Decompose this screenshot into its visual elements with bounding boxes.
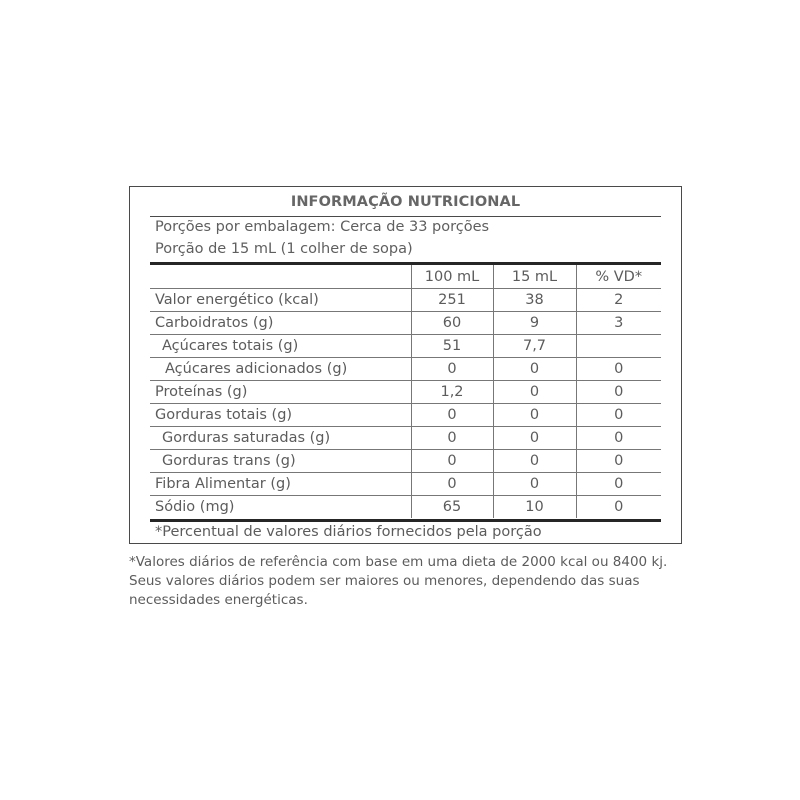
table-row: [150, 289, 661, 312]
header-100ml: 100 mL: [411, 265, 493, 289]
reference-note-line-2: Seus valores diários podem ser maiores ou menores, dependendo das suas: [129, 573, 640, 589]
header-vd: % VD*: [576, 265, 661, 289]
table-row: [150, 427, 661, 450]
row-value-15ml: 38: [493, 289, 576, 312]
row-value-100ml: 0: [411, 358, 493, 381]
row-value-100ml: 60: [411, 312, 493, 335]
row-value-15ml: 9: [493, 312, 576, 335]
reference-note-line-3: necessidades energéticas.: [129, 592, 308, 608]
table-row: [150, 404, 661, 427]
row-value-vd: 0: [576, 450, 661, 473]
row-value-100ml: 0: [411, 404, 493, 427]
serving-size: Porção de 15 mL (1 colher de sopa): [155, 241, 413, 257]
row-value-100ml: 0: [411, 450, 493, 473]
table-header-row: [150, 265, 661, 289]
row-label: Gorduras saturadas (g): [150, 427, 411, 450]
row-label: Gorduras trans (g): [150, 450, 411, 473]
row-value-vd: 0: [576, 496, 661, 519]
row-value-15ml: 0: [493, 427, 576, 450]
row-value-vd: [576, 335, 661, 358]
row-label: Gorduras totais (g): [150, 404, 411, 427]
row-value-vd: 0: [576, 404, 661, 427]
row-value-vd: 0: [576, 427, 661, 450]
row-value-vd: 3: [576, 312, 661, 335]
row-value-100ml: 0: [411, 427, 493, 450]
row-label: Fibra Alimentar (g): [150, 473, 411, 496]
table-row: [150, 381, 661, 404]
row-label: Açúcares totais (g): [150, 335, 411, 358]
nutrition-title: INFORMAÇÃO NUTRICIONAL: [290, 194, 521, 210]
row-value-15ml: 10: [493, 496, 576, 519]
row-value-vd: 0: [576, 358, 661, 381]
row-value-15ml: 0: [493, 404, 576, 427]
row-label: Proteínas (g): [150, 381, 411, 404]
row-value-15ml: 0: [493, 450, 576, 473]
table-row: [150, 450, 661, 473]
row-value-100ml: 51: [411, 335, 493, 358]
table-row: [150, 335, 661, 358]
row-value-vd: 0: [576, 473, 661, 496]
nutrition-facts-panel: [129, 186, 682, 544]
header-15ml: 15 mL: [493, 265, 576, 289]
title-divider: [150, 216, 661, 217]
reference-note: [129, 553, 689, 610]
table-row: [150, 496, 661, 519]
row-value-100ml: 0: [411, 473, 493, 496]
nutrition-table: [150, 265, 661, 518]
row-value-15ml: 0: [493, 381, 576, 404]
thick-divider-bottom: [150, 519, 661, 522]
header-nutrient: [150, 265, 411, 289]
row-value-15ml: 0: [493, 473, 576, 496]
servings-per-package: Porções por embalagem: Cerca de 33 porções: [155, 219, 490, 235]
row-value-15ml: 7,7: [493, 335, 576, 358]
row-label: Carboidratos (g): [150, 312, 411, 335]
table-row: [150, 312, 661, 335]
row-label: Sódio (mg): [155, 499, 235, 515]
table-footnote: *Percentual de valores diários fornecidos pela porção: [155, 524, 542, 540]
table-row: [150, 358, 661, 381]
row-value-vd: 2: [576, 289, 661, 312]
row-label: Valor energético (kcal): [150, 289, 411, 312]
row-value-100ml: 65: [411, 496, 493, 519]
row-value-100ml: 1,2: [411, 381, 493, 404]
reference-note-line-1: *Valores diários de referência com base em uma dieta de 2000 kcal ou 8400 kj.: [129, 554, 668, 570]
table-row: [150, 473, 661, 496]
row-value-15ml: 0: [493, 358, 576, 381]
row-value-100ml: 251: [411, 289, 493, 312]
row-label: Açúcares adicionados (g): [150, 358, 411, 381]
row-value-vd: 0: [576, 381, 661, 404]
